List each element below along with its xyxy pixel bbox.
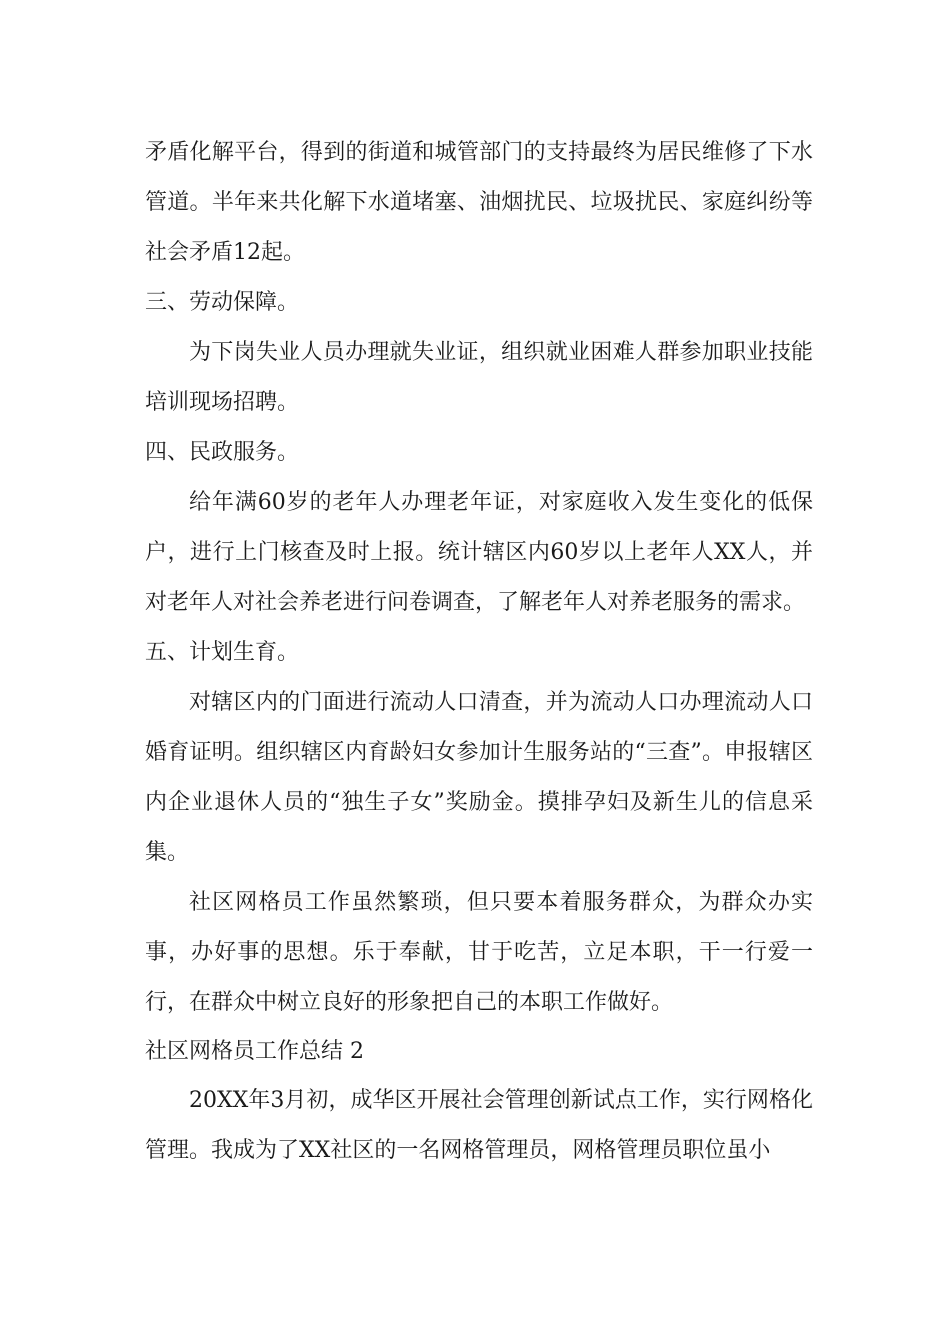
section-heading-family-planning: 五、计划生育。 xyxy=(145,640,300,665)
paragraph-dispute-resolution: 矛盾化解平台，得到的街道和城管部门的支持最终为居民维修了下水管道。半年来共化解下水道堵塞、油烟扰民、垃圾扰民、家庭纠纷等社会矛盾12起。 xyxy=(145,140,813,265)
section-heading-labor-security: 三、劳动保障。 xyxy=(145,290,300,315)
section-title-summary-2: 社区网格员工作总结 2 xyxy=(145,1039,364,1064)
section-heading-civil-affairs: 四、民政服务。 xyxy=(145,440,300,465)
paragraph-conclusion: 社区网格员工作虽然繁琐，但只要本着服务群众，为群众办实事，办好事的思想。乐于奉献，甘于吃苦，立足本职，干一行爱一行，在群众中树立良好的形象把自己的本职工作做好。 xyxy=(145,890,813,1015)
paragraph-civil-affairs: 给年满60岁的老年人办理老年证，对家庭收入发生变化的低保户，进行上门核查及时上报。统计辖区内60岁以上老年人XX人，并对老年人对社会养老进行问卷调查，了解老年人对养老服务的需求。 xyxy=(145,490,813,615)
paragraph-labor-security: 为下岗失业人员办理就失业证，组织就业困难人群参加职业技能培训现场招聘。 xyxy=(145,340,813,415)
paragraph-family-planning: 对辖区内的门面进行流动人口清查，并为流动人口办理流动人口婚育证明。组织辖区内育龄妇女参加计生服务站的“三查”。申报辖区内企业退休人员的“独生子女”奖励金。摸排孕妇及新生儿的信息采集。 xyxy=(145,690,813,865)
document-body xyxy=(145,128,813,1176)
paragraph-summary-2-intro: 20XX年3月初，成华区开展社会管理创新试点工作，实行网格化管理。我成为了XX社区的一名网格管理员，网格管理员职位虽小 xyxy=(145,1088,813,1163)
